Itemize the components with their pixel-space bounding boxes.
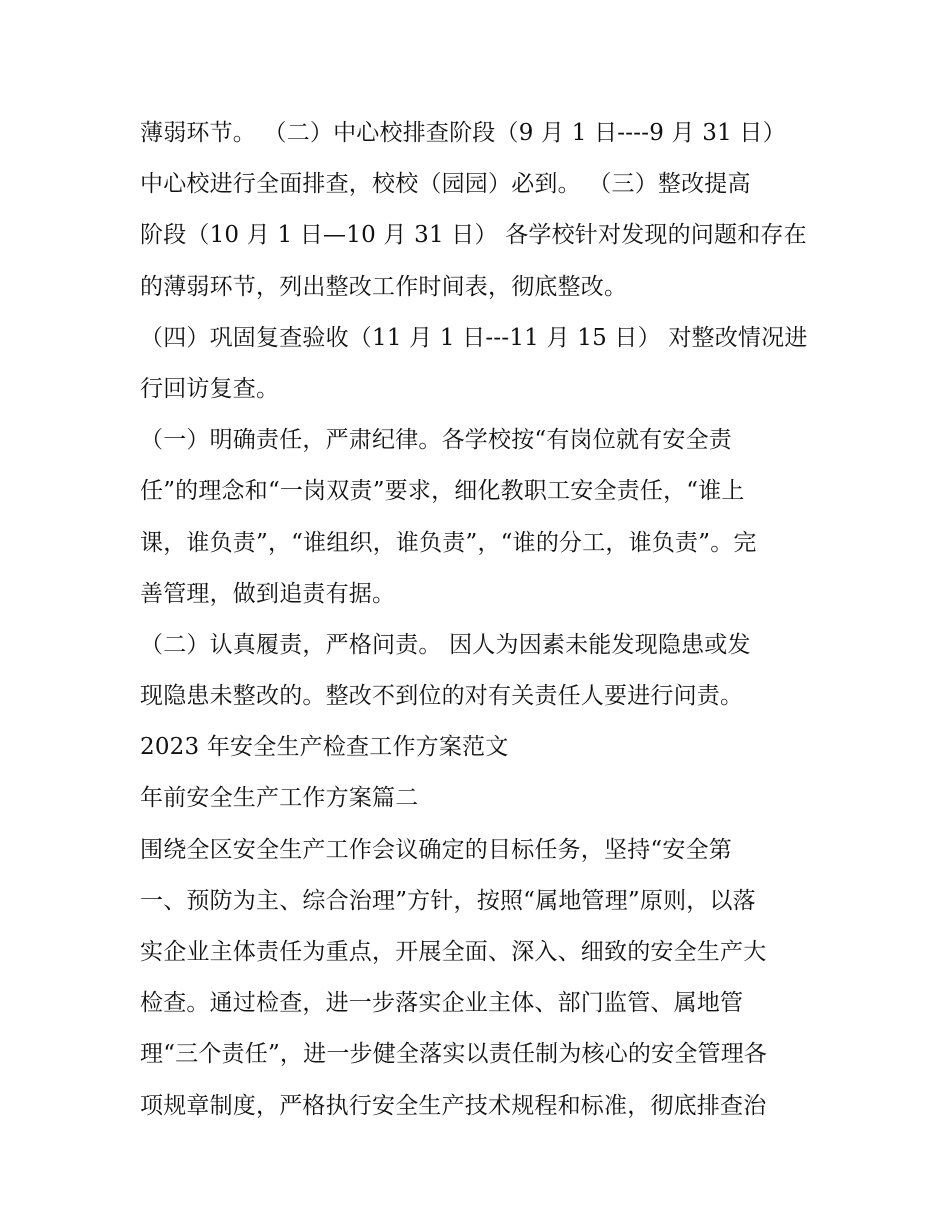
text-line: 围绕全区安全生产工作会议确定的目标任务，坚持“安全第 <box>140 836 732 863</box>
text-line: 薄弱环节。 （二）中心校排查阶段（9 月 1 日----9 月 31 日） <box>140 120 786 146</box>
text-line: 阶段（10 月 1 日—10 月 31 日） 各学校针对发现的问题和存在 <box>140 222 807 249</box>
text-line: （四）巩固复查验收（11 月 1 日---11 月 15 日） 对整改情况进 <box>140 324 808 351</box>
text-line: 行回访复查。 <box>140 375 280 402</box>
text-line: 一、预防为主、综合治理”方针，按照“属地管理”原则，以落 <box>140 887 756 914</box>
text-line: 课，谁负责”，“谁组织，谁负责”，“谁的分工，谁负责”。完 <box>140 529 757 556</box>
section-subtitle: 年前安全生产工作方案篇二 <box>140 785 419 812</box>
text-line: 的薄弱环节，列出整改工作时间表，彻底整改。 <box>140 273 628 300</box>
section-title: 2023 年安全生产检查工作方案范文 <box>140 734 509 761</box>
document-body <box>140 108 830 1132</box>
text-line: （二）认真履责，严格问责。 因人为因素未能发现隐患或发 <box>140 631 751 658</box>
text-line: 现隐患未整改的。整改不到位的对有关责任人要进行问责。 <box>140 683 744 710</box>
text-line: 任”的理念和“一岗双责”要求，细化教职工安全责任，“谁上 <box>140 478 745 505</box>
text-line: 善管理，做到追责有据。 <box>140 580 396 607</box>
text-line: 理“三个责任”，进一步健全落实以责任制为核心的安全管理各 <box>140 1041 768 1068</box>
text-line: 中心校进行全面排查，校校（园园）必到。 （三）整改提高 <box>140 171 751 198</box>
text-line: 检查。通过检查，进一步落实企业主体、部门监管、属地管 <box>140 990 744 1017</box>
text-line: （一）明确责任，严肃纪律。各学校按“有岗位就有安全责 <box>140 427 732 454</box>
text-line: 实企业主体责任为重点，开展全面、深入、细致的安全生产大 <box>140 939 767 965</box>
text-line: 项规章制度，严格执行安全生产技术规程和标准，彻底排查治 <box>140 1092 767 1119</box>
